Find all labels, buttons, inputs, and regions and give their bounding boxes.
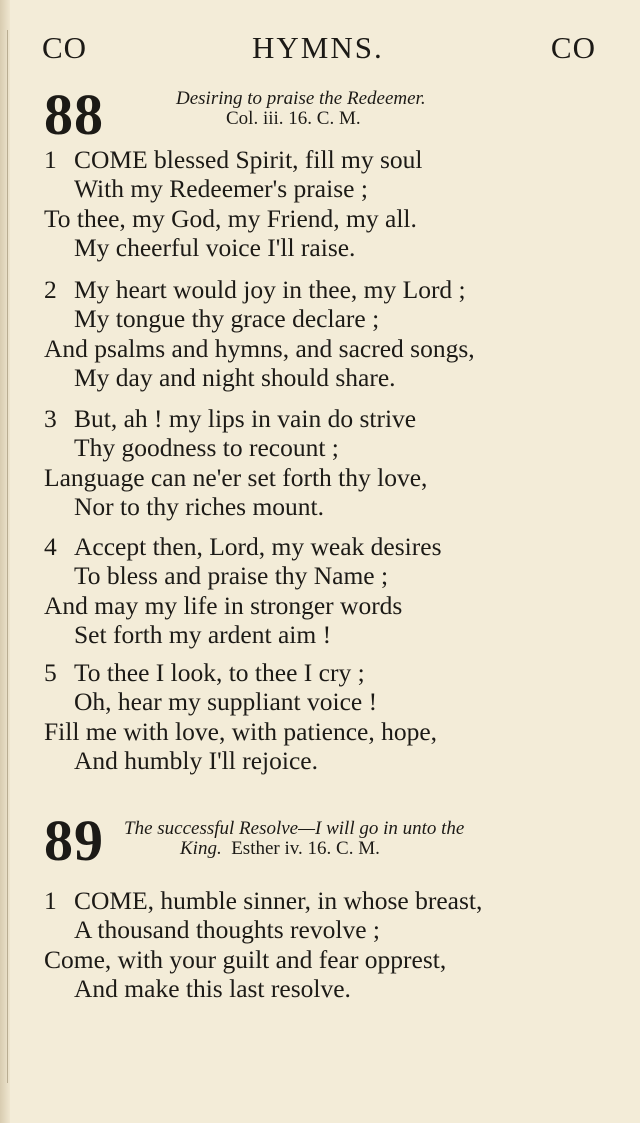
hymn-title: The successful Resolve—I will go in unto the — [124, 818, 465, 839]
header-right: CO — [550, 30, 596, 65]
verse-line: Language can ne'er set forth thy love, — [44, 462, 428, 492]
verse-line: To bless and praise thy Name ; — [74, 561, 389, 591]
verse-text: My heart would joy in thee, my Lord ; — [74, 275, 466, 304]
verse-line: Nor to thy riches mount. — [74, 491, 325, 521]
verse-line: With my Redeemer's praise ; — [74, 174, 368, 204]
verse-line: My tongue thy grace declare ; — [74, 304, 380, 334]
verse-line — [44, 532, 610, 561]
stanza-number: 4 — [44, 532, 57, 561]
header-title: HYMNS. — [252, 30, 384, 65]
verse-line: My cheerful voice I'll raise. — [74, 232, 356, 262]
verse-line: Thy goodness to recount ; — [74, 433, 339, 463]
stanza-number: 5 — [44, 658, 57, 687]
stanza — [44, 404, 610, 521]
stanza-number: 1 — [44, 145, 57, 174]
page-rule — [7, 30, 8, 1083]
page-edge — [0, 0, 10, 1123]
stanza-number: 1 — [44, 886, 57, 915]
verse-line — [44, 658, 610, 687]
verse-line: And humbly I'll rejoice. — [74, 745, 318, 775]
stanza — [44, 275, 610, 392]
hymn-title-continued: King. — [180, 838, 222, 859]
verse-text: COME blessed Spirit, fill my soul — [74, 145, 423, 174]
hymn-heading — [124, 819, 464, 859]
verse-line: And psalms and hymns, and sacred songs, — [44, 333, 475, 363]
verse-line: And may my life in stronger words — [44, 590, 403, 620]
stanza — [44, 886, 610, 1003]
verse-line: Set forth my ardent aim ! — [74, 619, 332, 649]
verse-text: To thee I look, to thee I cry ; — [74, 658, 365, 687]
hymn-reference: Esther iv. 16. C. M. — [231, 838, 380, 859]
header-left: CO — [42, 30, 88, 65]
hymn-reference: Col. iii. 16. C. M. — [226, 108, 361, 129]
verse-line — [44, 886, 610, 915]
verse-text: COME, humble sinner, in whose breast, — [74, 886, 483, 915]
verse-line: Come, with your guilt and fear opprest, — [44, 944, 447, 974]
verse-line: And make this last resolve. — [74, 973, 351, 1003]
stanza-number: 2 — [44, 275, 57, 304]
verse-line: My day and night should share. — [74, 362, 396, 392]
hymn-number: 89 — [44, 808, 104, 873]
running-header — [42, 30, 596, 70]
stanza — [44, 145, 610, 262]
stanza-number: 3 — [44, 404, 57, 433]
hymn-reference-line — [124, 839, 464, 859]
verse-line — [44, 404, 610, 433]
verse-line: A thousand thoughts revolve ; — [74, 915, 380, 945]
verse-line: Fill me with love, with patience, hope, — [44, 716, 438, 746]
stanza — [44, 658, 610, 775]
verse-line — [44, 145, 610, 174]
verse-line: Oh, hear my suppliant voice ! — [74, 687, 378, 717]
verse-text: But, ah ! my lips in vain do strive — [74, 404, 417, 433]
hymn-heading — [176, 89, 426, 129]
stanza — [44, 532, 610, 649]
verse-text: Accept then, Lord, my weak desires — [74, 532, 442, 561]
hymn-title: Desiring to praise the Redeemer. — [176, 88, 426, 109]
verse-line — [44, 275, 610, 304]
verse-line: To thee, my God, my Friend, my all. — [44, 203, 417, 233]
hymn-number: 88 — [44, 82, 104, 147]
